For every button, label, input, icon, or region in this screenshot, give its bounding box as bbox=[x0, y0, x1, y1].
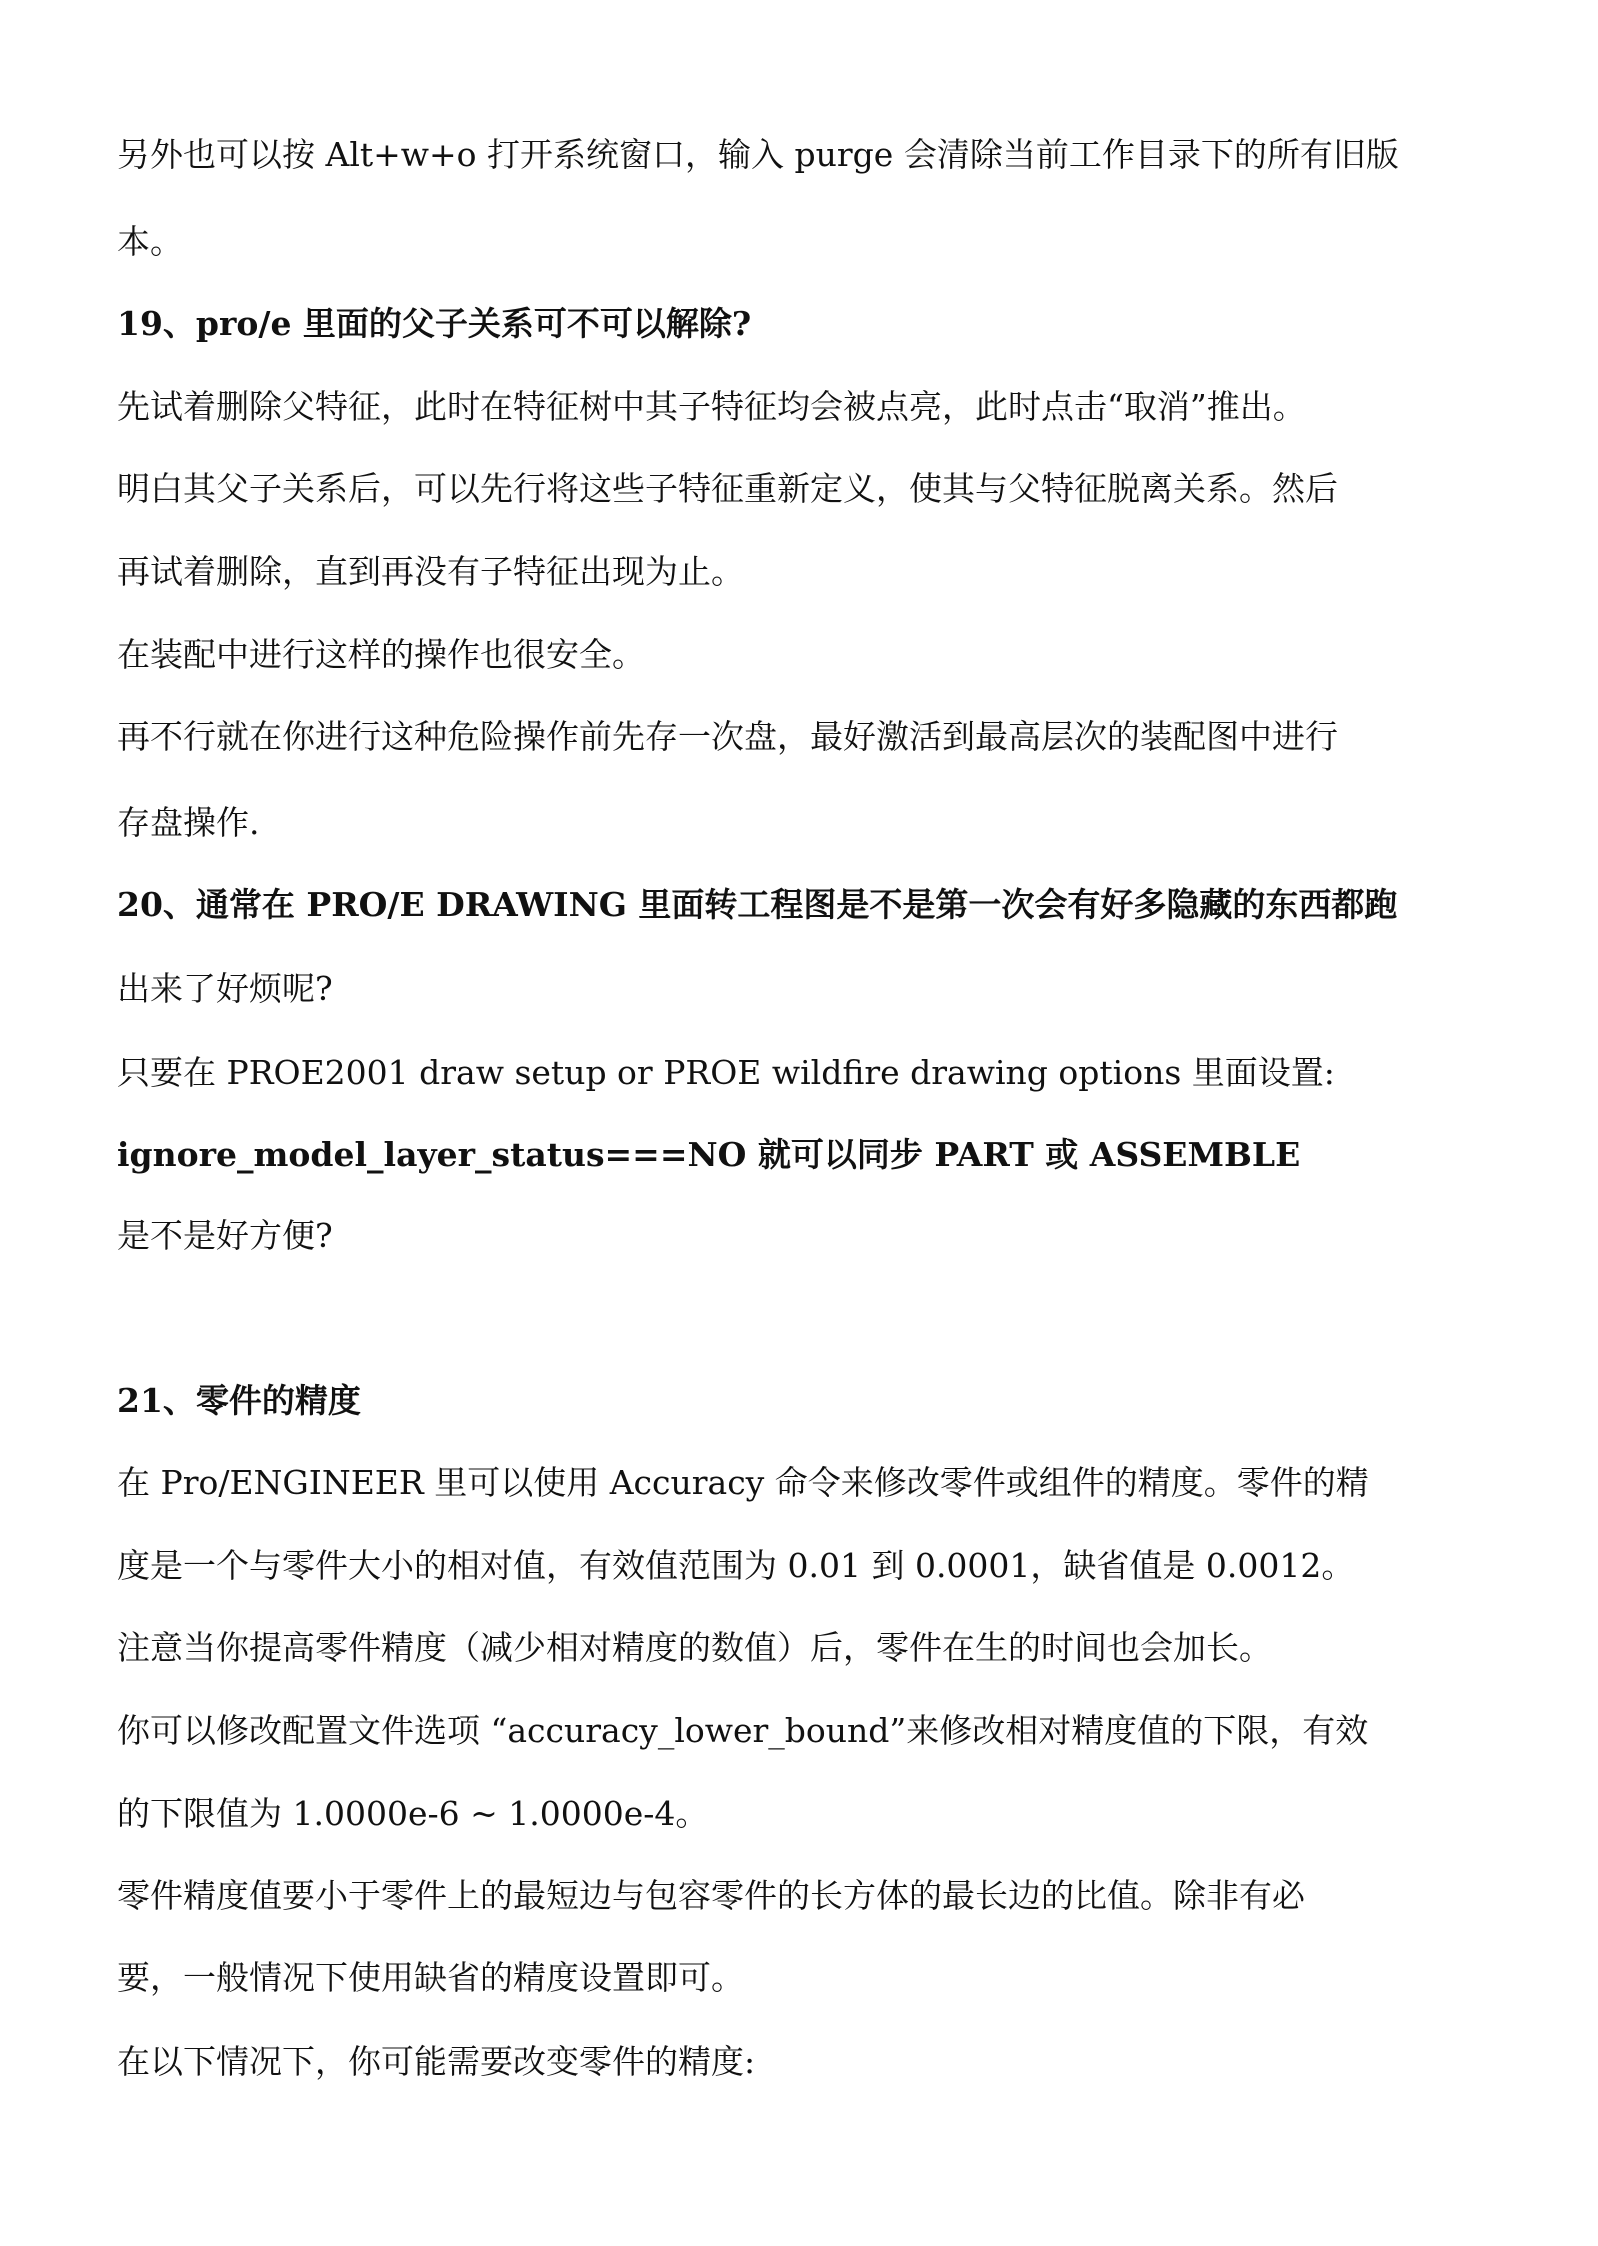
section-heading-21: 21、零件的精度 bbox=[117, 1381, 361, 1420]
paragraph-line: 另外也可以按 Alt+w+o 打开系统窗口，输入 purge 会清除当前工作目录下的所有旧版 bbox=[117, 135, 1399, 174]
paragraph-line: 要，一般情况下使用缺省的精度设置即可。 bbox=[117, 1958, 744, 1997]
paragraph-line: 注意当你提高零件精度（减少相对精度的数值）后，零件在生的时间也会加长。 bbox=[117, 1628, 1272, 1667]
paragraph-line: 在 Pro/ENGINEER 里可以使用 Accuracy 命令来修改零件或组件的精度。零件的精 bbox=[117, 1463, 1369, 1502]
paragraph-line: 本。 bbox=[117, 222, 183, 261]
paragraph-line: 先试着删除父特征，此时在特征树中其子特征均会被点亮，此时点击“取消”推出。 bbox=[117, 387, 1306, 426]
paragraph-line: 只要在 PROE2001 draw setup or PROE wildfire drawing options 里面设置: bbox=[117, 1053, 1335, 1092]
paragraph-line: 是不是好方便? bbox=[117, 1216, 333, 1255]
paragraph-line: 在以下情况下，你可能需要改变零件的精度: bbox=[117, 2042, 756, 2081]
paragraph-line: 你可以修改配置文件选项 “accuracy_lower_bound”来修改相对精度值的下限，有效 bbox=[117, 1711, 1369, 1750]
paragraph-line: 出来了好烦呢? bbox=[117, 969, 333, 1008]
paragraph-line: 度是一个与零件大小的相对值，有效值范围为 0.01 到 0.0001，缺省值是 0.0012。 bbox=[117, 1546, 1355, 1585]
paragraph-line: 明白其父子关系后，可以先行将这些子特征重新定义，使其与父特征脱离关系。然后 bbox=[117, 469, 1338, 508]
question-heading-19: 19、pro/e 里面的父子关系可不可以解除? bbox=[117, 304, 752, 343]
config-option-line: ignore_model_layer_status===NO 就可以同步 PART 或 ASSEMBLE bbox=[117, 1135, 1301, 1174]
paragraph-line: 在装配中进行这样的操作也很安全。 bbox=[117, 635, 645, 674]
paragraph-line: 的下限值为 1.0000e-6 ~ 1.0000e-4。 bbox=[117, 1794, 709, 1833]
paragraph-line: 存盘操作. bbox=[117, 803, 260, 842]
paragraph-line: 再不行就在你进行这种危险操作前先存一次盘，最好激活到最高层次的装配图中进行 bbox=[117, 717, 1338, 756]
question-heading-20: 20、通常在 PRO/E DRAWING 里面转工程图是不是第一次会有好多隐藏的东西都跑 bbox=[117, 885, 1398, 924]
paragraph-line: 再试着删除，直到再没有子特征出现为止。 bbox=[117, 552, 744, 591]
paragraph-line: 零件精度值要小于零件上的最短边与包容零件的长方体的最长边的比值。除非有必 bbox=[117, 1876, 1305, 1915]
